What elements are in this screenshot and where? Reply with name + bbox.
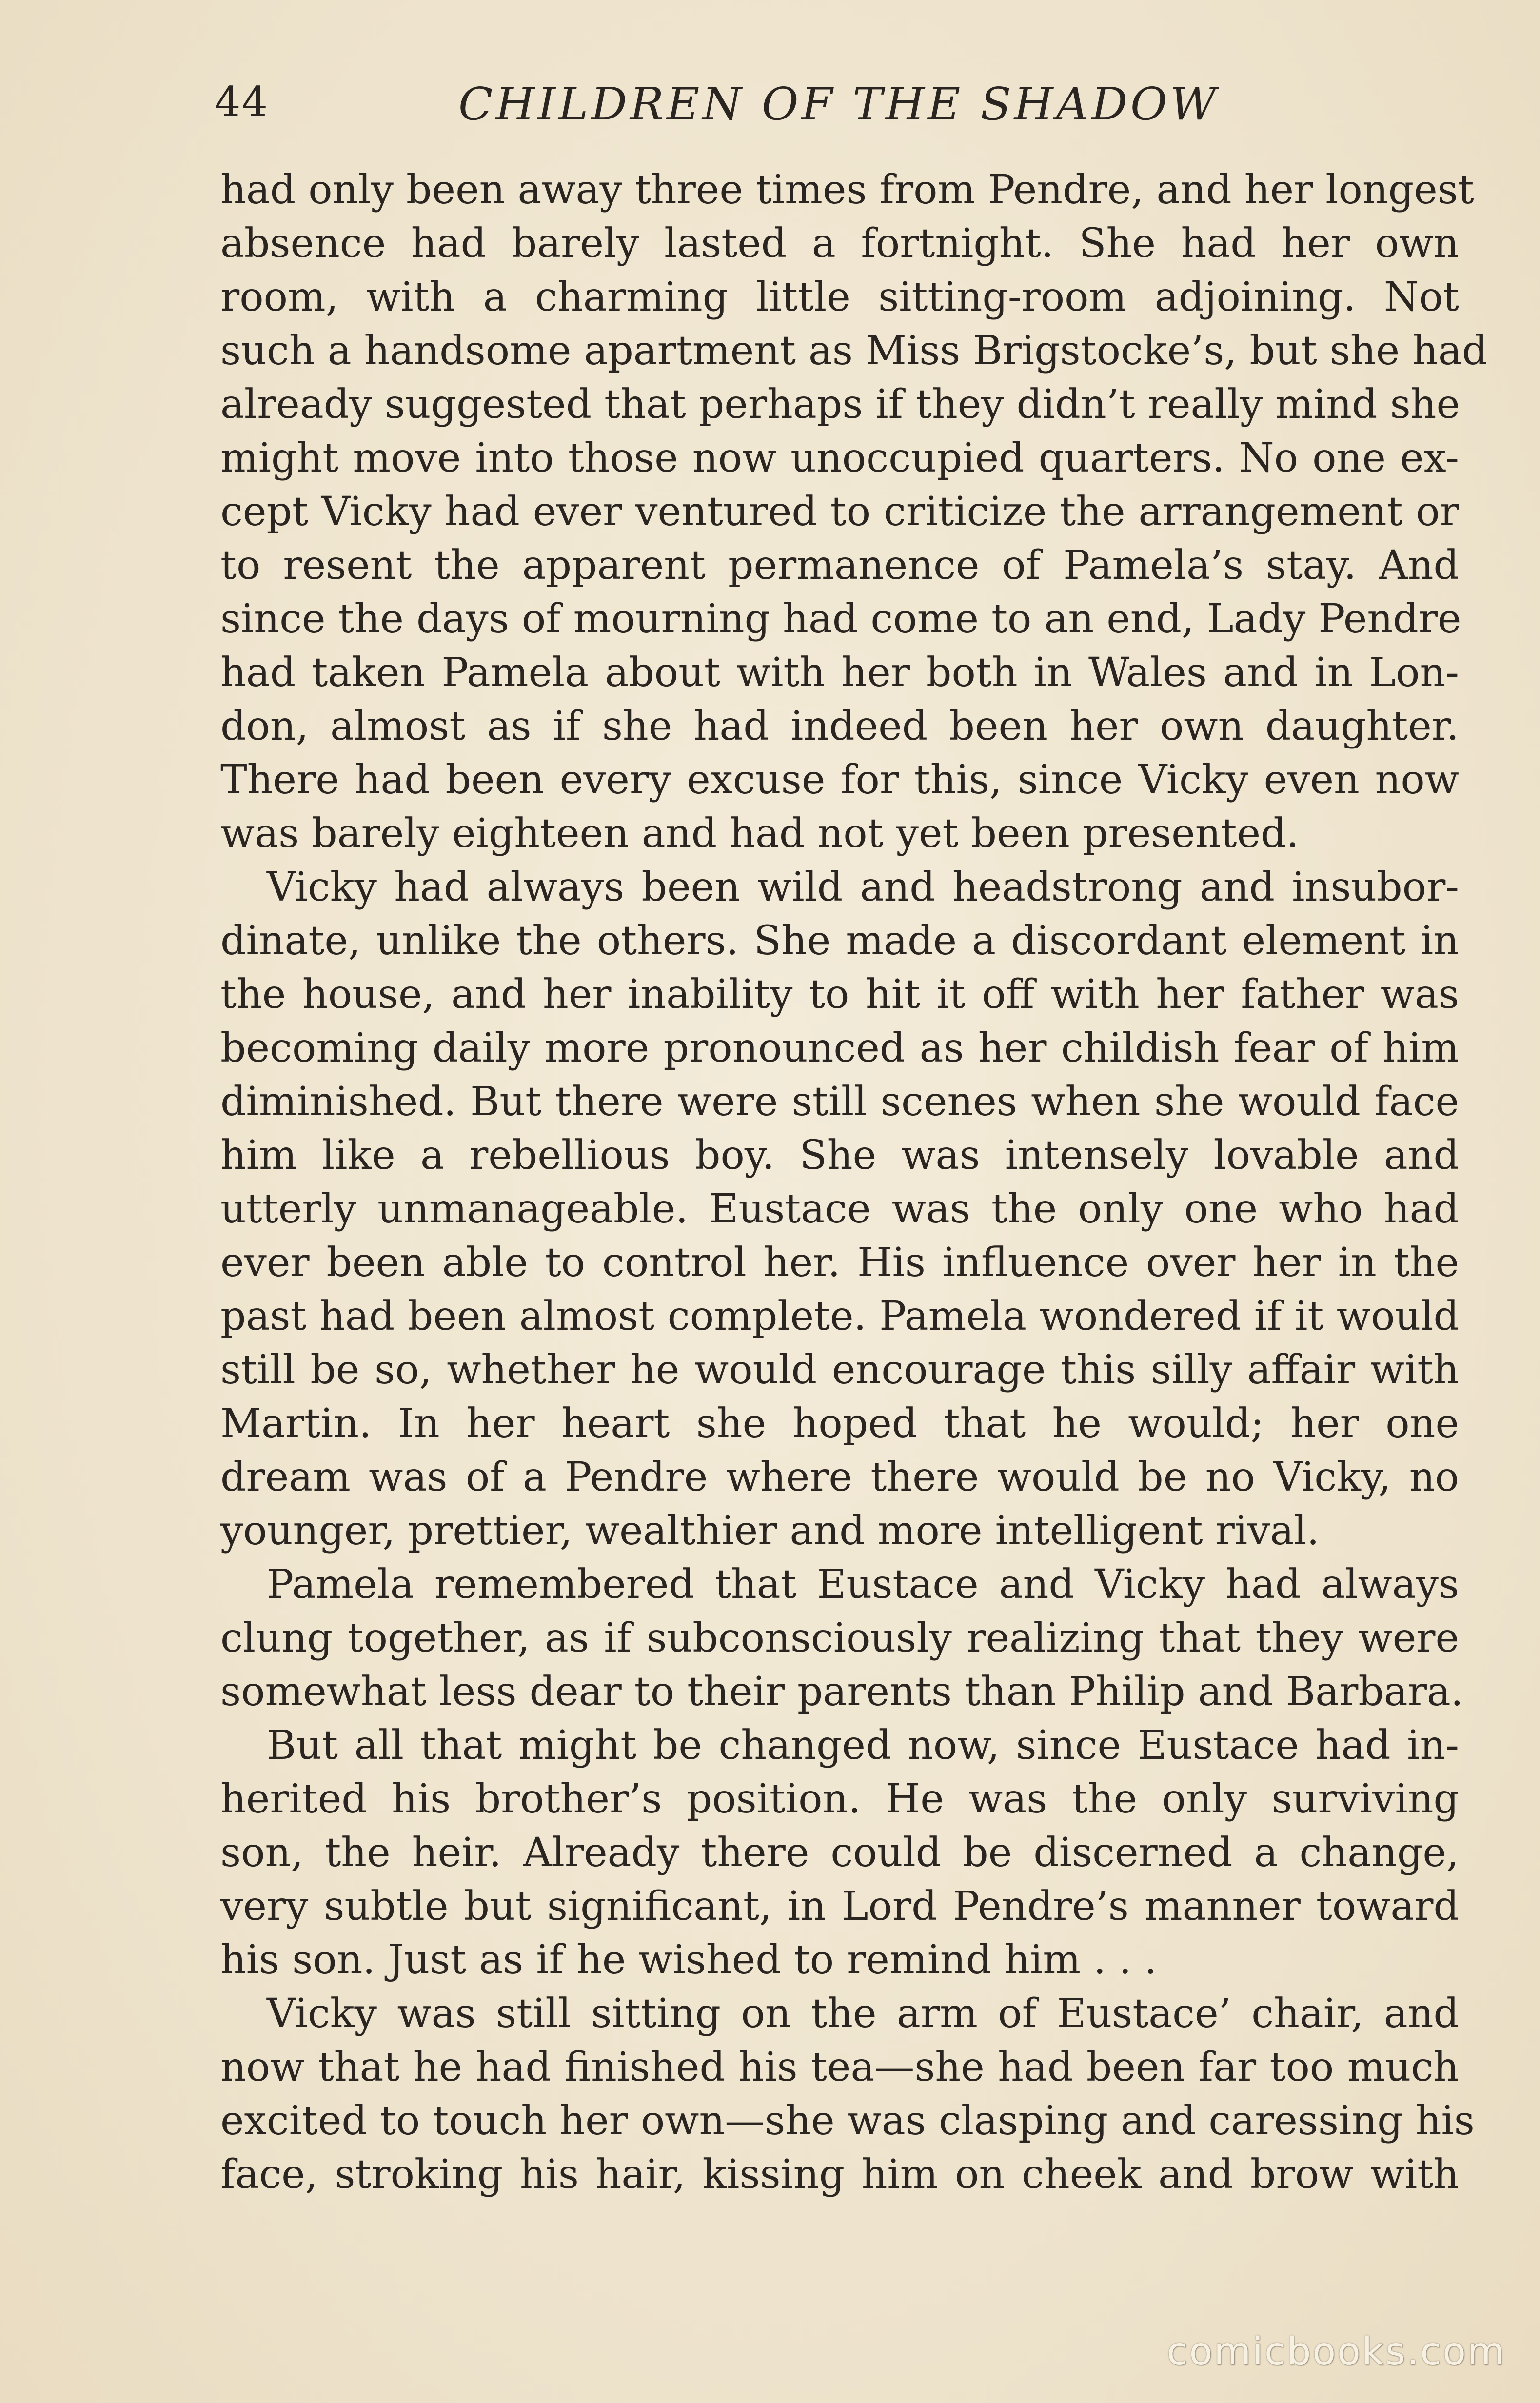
text-line: very subtle but significant, in Lord Pendre’s manner toward [220,1883,1459,1930]
text-line: diminished. But there were still scenes when she would face [220,1079,1459,1125]
text-line: herited his brother’s position. He was the only surviving [220,1776,1459,1822]
text-line: to resent the apparent permanence of Pamela’s stay. And [220,542,1459,589]
text-line: had only been away three times from Pendre, and her longest [220,167,1474,213]
text-line: his son. Just as if he wished to remind him . . . [220,1937,1157,1983]
text-line: was barely eighteen and had not yet been presented. [220,810,1299,857]
text-line: cept Vicky had ever ventured to criticize the arrangement or [220,489,1459,535]
text-line: already suggested that perhaps if they didn’t really mind she [220,381,1460,428]
text-line: somewhat less dear to their parents than Philip and Barbara. [220,1669,1463,1715]
paragraph-start-line: Pamela remembered that Eustace and Vicky had always [267,1561,1459,1608]
text-line: him like a rebellious boy. She was intensely lovable and [220,1132,1459,1179]
text-line: now that he had finished his tea—she had been far too much [220,2044,1459,2090]
text-line: past had been almost complete. Pamela wondered if it would [220,1293,1459,1339]
running-title: CHILDREN OF THE SHADOW [458,78,1219,130]
paragraph-start-line: Vicky had always been wild and headstrong and insubor- [267,864,1459,910]
text-line: younger, prettier, wealthier and more intelligent rival. [220,1508,1320,1554]
site-watermark: comicbooks.com [1166,2330,1506,2374]
text-line: might move into those now unoccupied quarters. No one ex- [220,435,1459,481]
text-line: son, the heir. Already there could be discerned a change, [220,1830,1459,1876]
paragraph-start-line: But all that might be changed now, since Eustace had in- [267,1722,1459,1769]
page-header [215,78,1463,137]
text-line: Martin. In her heart she hoped that he would; her one [220,1400,1459,1447]
text-line: the house, and her inability to hit it off with her father was [220,971,1459,1018]
text-line: ever been able to control her. His influence over her in the [220,1240,1459,1286]
text-line: since the days of mourning had come to an end, Lady Pendre [220,596,1461,642]
text-line: clung together, as if subconsciously realizing that they were [220,1615,1459,1661]
paragraph-start-line: Vicky was still sitting on the arm of Eustace’ chair, and [267,1990,1459,2037]
body-text [220,163,1488,2202]
text-line: room, with a charming little sitting-room adjoining. Not [220,274,1459,320]
text-line: utterly unmanageable. Eustace was the only one who had [220,1186,1459,1232]
text-line: had taken Pamela about with her both in Wales and in Lon- [220,650,1459,696]
text-line: absence had barely lasted a fortnight. She had her own [220,220,1459,267]
text-line: don, almost as if she had indeed been her own daughter. [220,703,1459,749]
page-number: 44 [215,78,269,126]
text-line: face, stroking his hair, kissing him on cheek and brow with [220,2151,1459,2198]
text-line: dream was of a Pendre where there would be no Vicky, no [220,1454,1459,1500]
text-line: dinate, unlike the others. She made a discordant element in [220,918,1459,964]
text-line: such a handsome apartment as Miss Brigstocke’s, but she had [220,328,1488,374]
text-line: becoming daily more pronounced as her childish fear of him [220,1025,1459,1071]
text-line: There had been every excuse for this, since Vicky even now [220,757,1459,803]
text-line: excited to touch her own—she was clasping and caressing his [220,2098,1475,2144]
text-line: still be so, whether he would encourage this silly affair with [220,1347,1459,1393]
